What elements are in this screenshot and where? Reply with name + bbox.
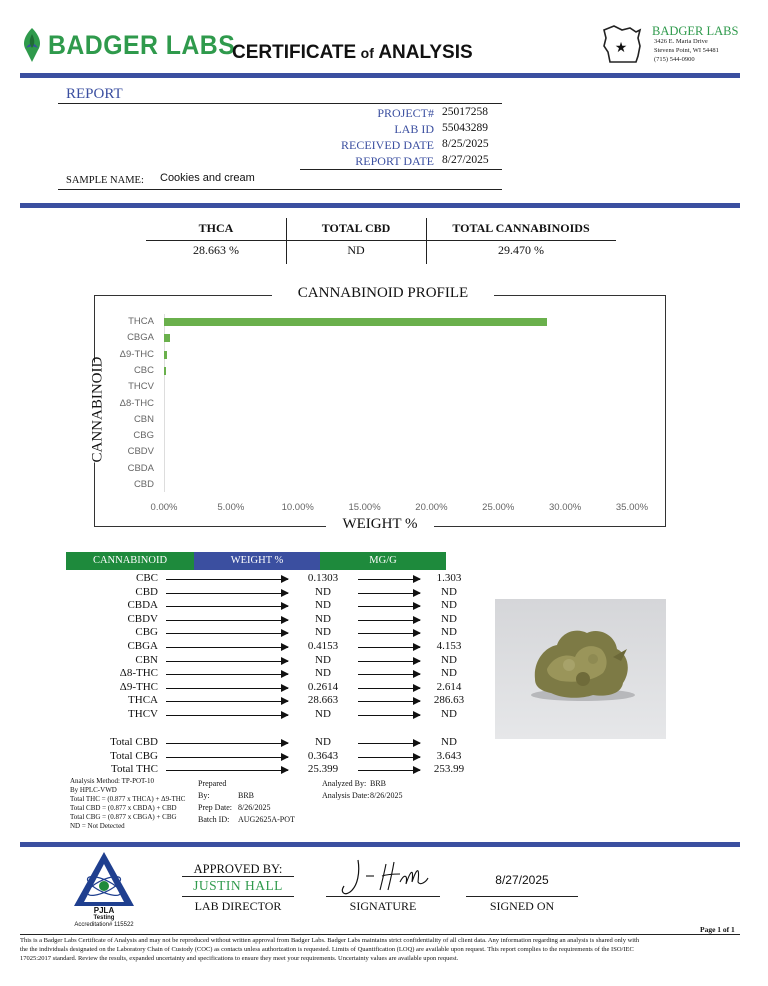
approver-underline: [182, 896, 294, 897]
brand-name: BADGER LABS: [48, 30, 236, 60]
results-row: [66, 680, 462, 695]
analyte-name: Total CBD: [110, 736, 158, 748]
page-number: Page 1 of 1: [700, 925, 735, 934]
approved-by-label: APPROVED BY:: [193, 862, 283, 876]
results-total-row: [66, 763, 465, 777]
weight-value: ND: [315, 585, 331, 598]
weight-value: ND: [315, 626, 331, 639]
mg-value: ND: [441, 599, 457, 612]
weight-value: 0.3643: [307, 749, 339, 762]
arrow-icon: [358, 620, 420, 621]
mg-value: ND: [441, 653, 457, 666]
arrow-icon: [166, 606, 288, 607]
weight-value: ND: [315, 667, 331, 680]
wisconsin-map-icon: [600, 22, 646, 64]
approved-by-underline: [182, 876, 294, 877]
arrow-icon: [358, 757, 420, 758]
analyzed-by: Analyzed By: BRB: [322, 779, 387, 788]
arrow-icon: [166, 633, 288, 634]
arrow-icon: [358, 633, 420, 634]
chart-x-tick-label: 15.00%: [348, 502, 381, 513]
arrow-icon: [166, 579, 288, 580]
report-underline: [58, 103, 502, 104]
chart-category-label: THCA: [128, 316, 154, 327]
arrow-icon: [358, 715, 420, 716]
chart-category-label: Δ9-THC: [119, 348, 154, 360]
svg-text:★: ★: [614, 40, 628, 56]
analyte-name: Total CBG: [110, 749, 158, 762]
disclaimer: This is a Badger Labs Certificate of Analysis and may not be reproduced without written approval from Badger Labs. Badger Labs maintains strict confidentiality of all client data. Any information regarding an analysis is shared only with the the individuals designated on the Laboratory Chain of Custody (COC) as contacts unless authorization is requested. Limits of Quantification (LOQ) are available upon request. This report complies to the requirements of the ISO/IEC 17025:2017 standard. Review the results, expanded uncertainty and specifications to ensure they meet your requirements. Uncertainty values are available upon request.: [20, 937, 640, 962]
chart-x-tick-label: 5.00%: [217, 502, 245, 513]
report-date-row: REPORT DATE 8/27/2025: [355, 154, 489, 168]
pjla-accreditation: Accreditation# 115522: [74, 922, 134, 928]
results-row: [66, 708, 457, 722]
cannabis-bud-image: [495, 599, 666, 739]
analyte-name: CBG: [135, 626, 158, 639]
chart-ylabel: CANNABINOID: [89, 356, 106, 463]
results-row: [66, 599, 457, 613]
analyte-name: Δ9-THC: [119, 680, 158, 693]
signature-label: SIGNATURE: [349, 899, 417, 913]
mg-value: ND: [441, 667, 457, 680]
chart-x-tick-label: 30.00%: [549, 502, 582, 513]
mg-value: 4.153: [436, 640, 462, 652]
signed-date-underline: [466, 896, 578, 897]
results-row: [66, 694, 465, 708]
analyte-name: Δ8-THC: [119, 667, 158, 680]
sample-photo: [495, 599, 666, 739]
header-divider: [20, 73, 740, 78]
signed-on-label: SIGNED ON: [489, 899, 555, 913]
results-row: [66, 585, 457, 600]
summary-value-thca: 28.663 %: [193, 243, 239, 257]
chart-category-label: CBG: [133, 430, 154, 442]
chart-xlabel: WEIGHT %: [326, 516, 434, 533]
arrow-icon: [358, 579, 420, 580]
prep-info: [198, 778, 295, 826]
analyte-name: THCA: [128, 694, 158, 707]
report-fields: [300, 106, 510, 170]
summary-header-rule: [146, 240, 616, 241]
chart-category-label: CBGA: [127, 332, 154, 344]
weight-value: ND: [315, 736, 331, 748]
weight-value: ND: [315, 599, 331, 612]
results-row: [66, 612, 457, 627]
signature-image: [336, 852, 436, 898]
mg-value: ND: [441, 736, 457, 748]
analyte-name: CBGA: [127, 640, 158, 652]
weight-value: 25.399: [307, 763, 339, 776]
pjla-sub: Testing: [93, 915, 115, 921]
results-total-row: [66, 736, 457, 750]
chart-category-label: THCV: [128, 381, 154, 393]
arrow-icon: [358, 674, 420, 675]
analyte-name: CBDV: [127, 612, 158, 625]
mg-value: ND: [441, 708, 457, 720]
lab-address-1: 3426 E. Maria Drive: [654, 38, 708, 45]
summary-header-thca: THCA: [198, 221, 234, 235]
badger-logo: [20, 28, 44, 62]
lab-phone: (715) 544-0900: [654, 56, 695, 63]
results-header-weight: WEIGHT %: [194, 552, 320, 570]
chart-bar: [164, 318, 547, 326]
mg-value: ND: [441, 612, 457, 625]
arrow-icon: [166, 770, 288, 771]
pjla-name: PJLA: [93, 906, 115, 915]
arrow-icon: [166, 757, 288, 758]
arrow-icon: [358, 647, 420, 648]
chart-category-label: CBC: [133, 364, 154, 376]
chart-title: CANNABINOID PROFILE: [272, 285, 494, 302]
footer-rule: [20, 934, 740, 935]
prep-date: Prep Date: 8/26/2025: [198, 803, 271, 812]
arrow-icon: [358, 701, 420, 702]
method-notes: Analysis Method: TP-POT-10 By HPLC-VWD Total THC = (0.877 x THCA) + Δ9-THC Total CBD = (0.877 x CBDA) + CBD Total CBG = (0.877 x CBGA) + CBG ND = Not Detected: [70, 777, 186, 830]
lab-id-row: LAB ID 55043289: [394, 122, 488, 136]
summary-header-total-cannabinoids: TOTAL CANNABINOIDS: [452, 221, 590, 235]
mg-value: 2.614: [436, 680, 462, 693]
arrow-icon: [166, 620, 288, 621]
chart-frame: [94, 295, 666, 527]
results-header-cannabinoid: CANNABINOID: [66, 552, 194, 570]
arrow-icon: [166, 661, 288, 662]
results-row: [66, 572, 462, 586]
report-fields-underline: [300, 169, 502, 170]
chart-x-tick-label: 10.00%: [281, 502, 314, 513]
signed-date: 8/27/2025: [495, 873, 549, 887]
weight-value: ND: [315, 708, 331, 720]
mg-value: 1.303: [436, 572, 462, 584]
results-total-row: [66, 749, 462, 764]
section-divider: [20, 203, 740, 208]
summary-table: [146, 218, 616, 264]
analyte-name: CBD: [135, 585, 158, 598]
lab-name: BADGER LABS: [652, 24, 739, 38]
approver-name: JUSTIN HALL: [193, 878, 283, 893]
chart-bar: [164, 351, 167, 359]
arrow-icon: [166, 715, 288, 716]
chart-bar: [164, 367, 166, 375]
mg-value: 286.63: [433, 694, 465, 707]
results-row: [66, 653, 457, 668]
analysis-date: Analysis Date:8/26/2025: [322, 791, 403, 800]
weight-value: ND: [315, 653, 331, 666]
chart-category-label: Δ8-THC: [119, 397, 154, 409]
analyte-name: THCV: [128, 708, 158, 720]
results-row: [66, 640, 462, 654]
chart-x-tick-label: 35.00%: [615, 502, 649, 513]
report-label: REPORT: [66, 86, 123, 102]
analyte-name: CBC: [135, 572, 158, 584]
approver-role: LAB DIRECTOR: [194, 899, 282, 913]
document-title: CERTIFICATE of ANALYSIS: [232, 42, 473, 63]
prepared-by: Prepared By: BRB: [198, 779, 255, 800]
weight-value: 0.2614: [307, 680, 339, 693]
signature-line: [326, 896, 440, 897]
arrow-icon: [358, 661, 420, 662]
summary-header-total-cbd: TOTAL CBD: [321, 221, 391, 235]
arrow-icon: [166, 674, 288, 675]
weight-value: 28.663: [307, 694, 339, 707]
results-header-mg: MG/G: [320, 552, 446, 570]
chart-bar: [164, 334, 170, 342]
analysis-info: [322, 778, 402, 802]
chart-x-tick-label: 25.00%: [482, 502, 515, 513]
mg-value: 3.643: [436, 749, 462, 762]
weight-value: 0.1303: [307, 572, 339, 584]
analyte-name: CBDA: [127, 599, 158, 612]
arrow-icon: [358, 593, 420, 594]
arrow-icon: [358, 688, 420, 689]
project-row: PROJECT# 25017258: [377, 106, 488, 120]
approval-divider: [20, 842, 740, 847]
chart-category-label: CBDA: [127, 462, 154, 474]
chart-x-tick-label: 20.00%: [415, 502, 448, 513]
batch-id: Batch ID: AUG2625A-POT: [198, 815, 295, 824]
weight-value: 0.4153: [307, 640, 339, 652]
analyte-name: CBN: [135, 653, 158, 666]
mg-value: 253.99: [433, 763, 465, 776]
arrow-icon: [166, 688, 288, 689]
summary-value-total-cannabinoids: 29.470 %: [498, 243, 544, 257]
chart-x-tick-label: 0.00%: [150, 502, 178, 513]
sample-name-label: SAMPLE NAME:: [66, 175, 144, 186]
received-date-row: RECEIVED DATE 8/25/2025: [341, 138, 489, 152]
analyte-name: Total THC: [111, 763, 158, 776]
sample-name-value: Cookies and cream: [160, 172, 255, 184]
sample-underline: [58, 189, 502, 190]
results-row: [66, 626, 457, 640]
arrow-icon: [166, 743, 288, 744]
pjla-logo: [72, 850, 136, 908]
arrow-icon: [166, 701, 288, 702]
arrow-icon: [358, 770, 420, 771]
chart-category-label: CBD: [133, 479, 154, 490]
chart-category-label: CBDV: [127, 446, 154, 458]
lab-address-2: Stevens Point, WI 54481: [654, 47, 719, 54]
arrow-icon: [358, 743, 420, 744]
summary-value-total-cbd: ND: [347, 243, 365, 257]
chart-category-label: CBN: [133, 413, 154, 425]
mg-value: ND: [441, 585, 457, 598]
weight-value: ND: [315, 612, 331, 625]
arrow-icon: [166, 593, 288, 594]
mg-value: ND: [441, 626, 457, 639]
arrow-icon: [358, 606, 420, 607]
arrow-icon: [166, 647, 288, 648]
results-row: [66, 667, 457, 681]
